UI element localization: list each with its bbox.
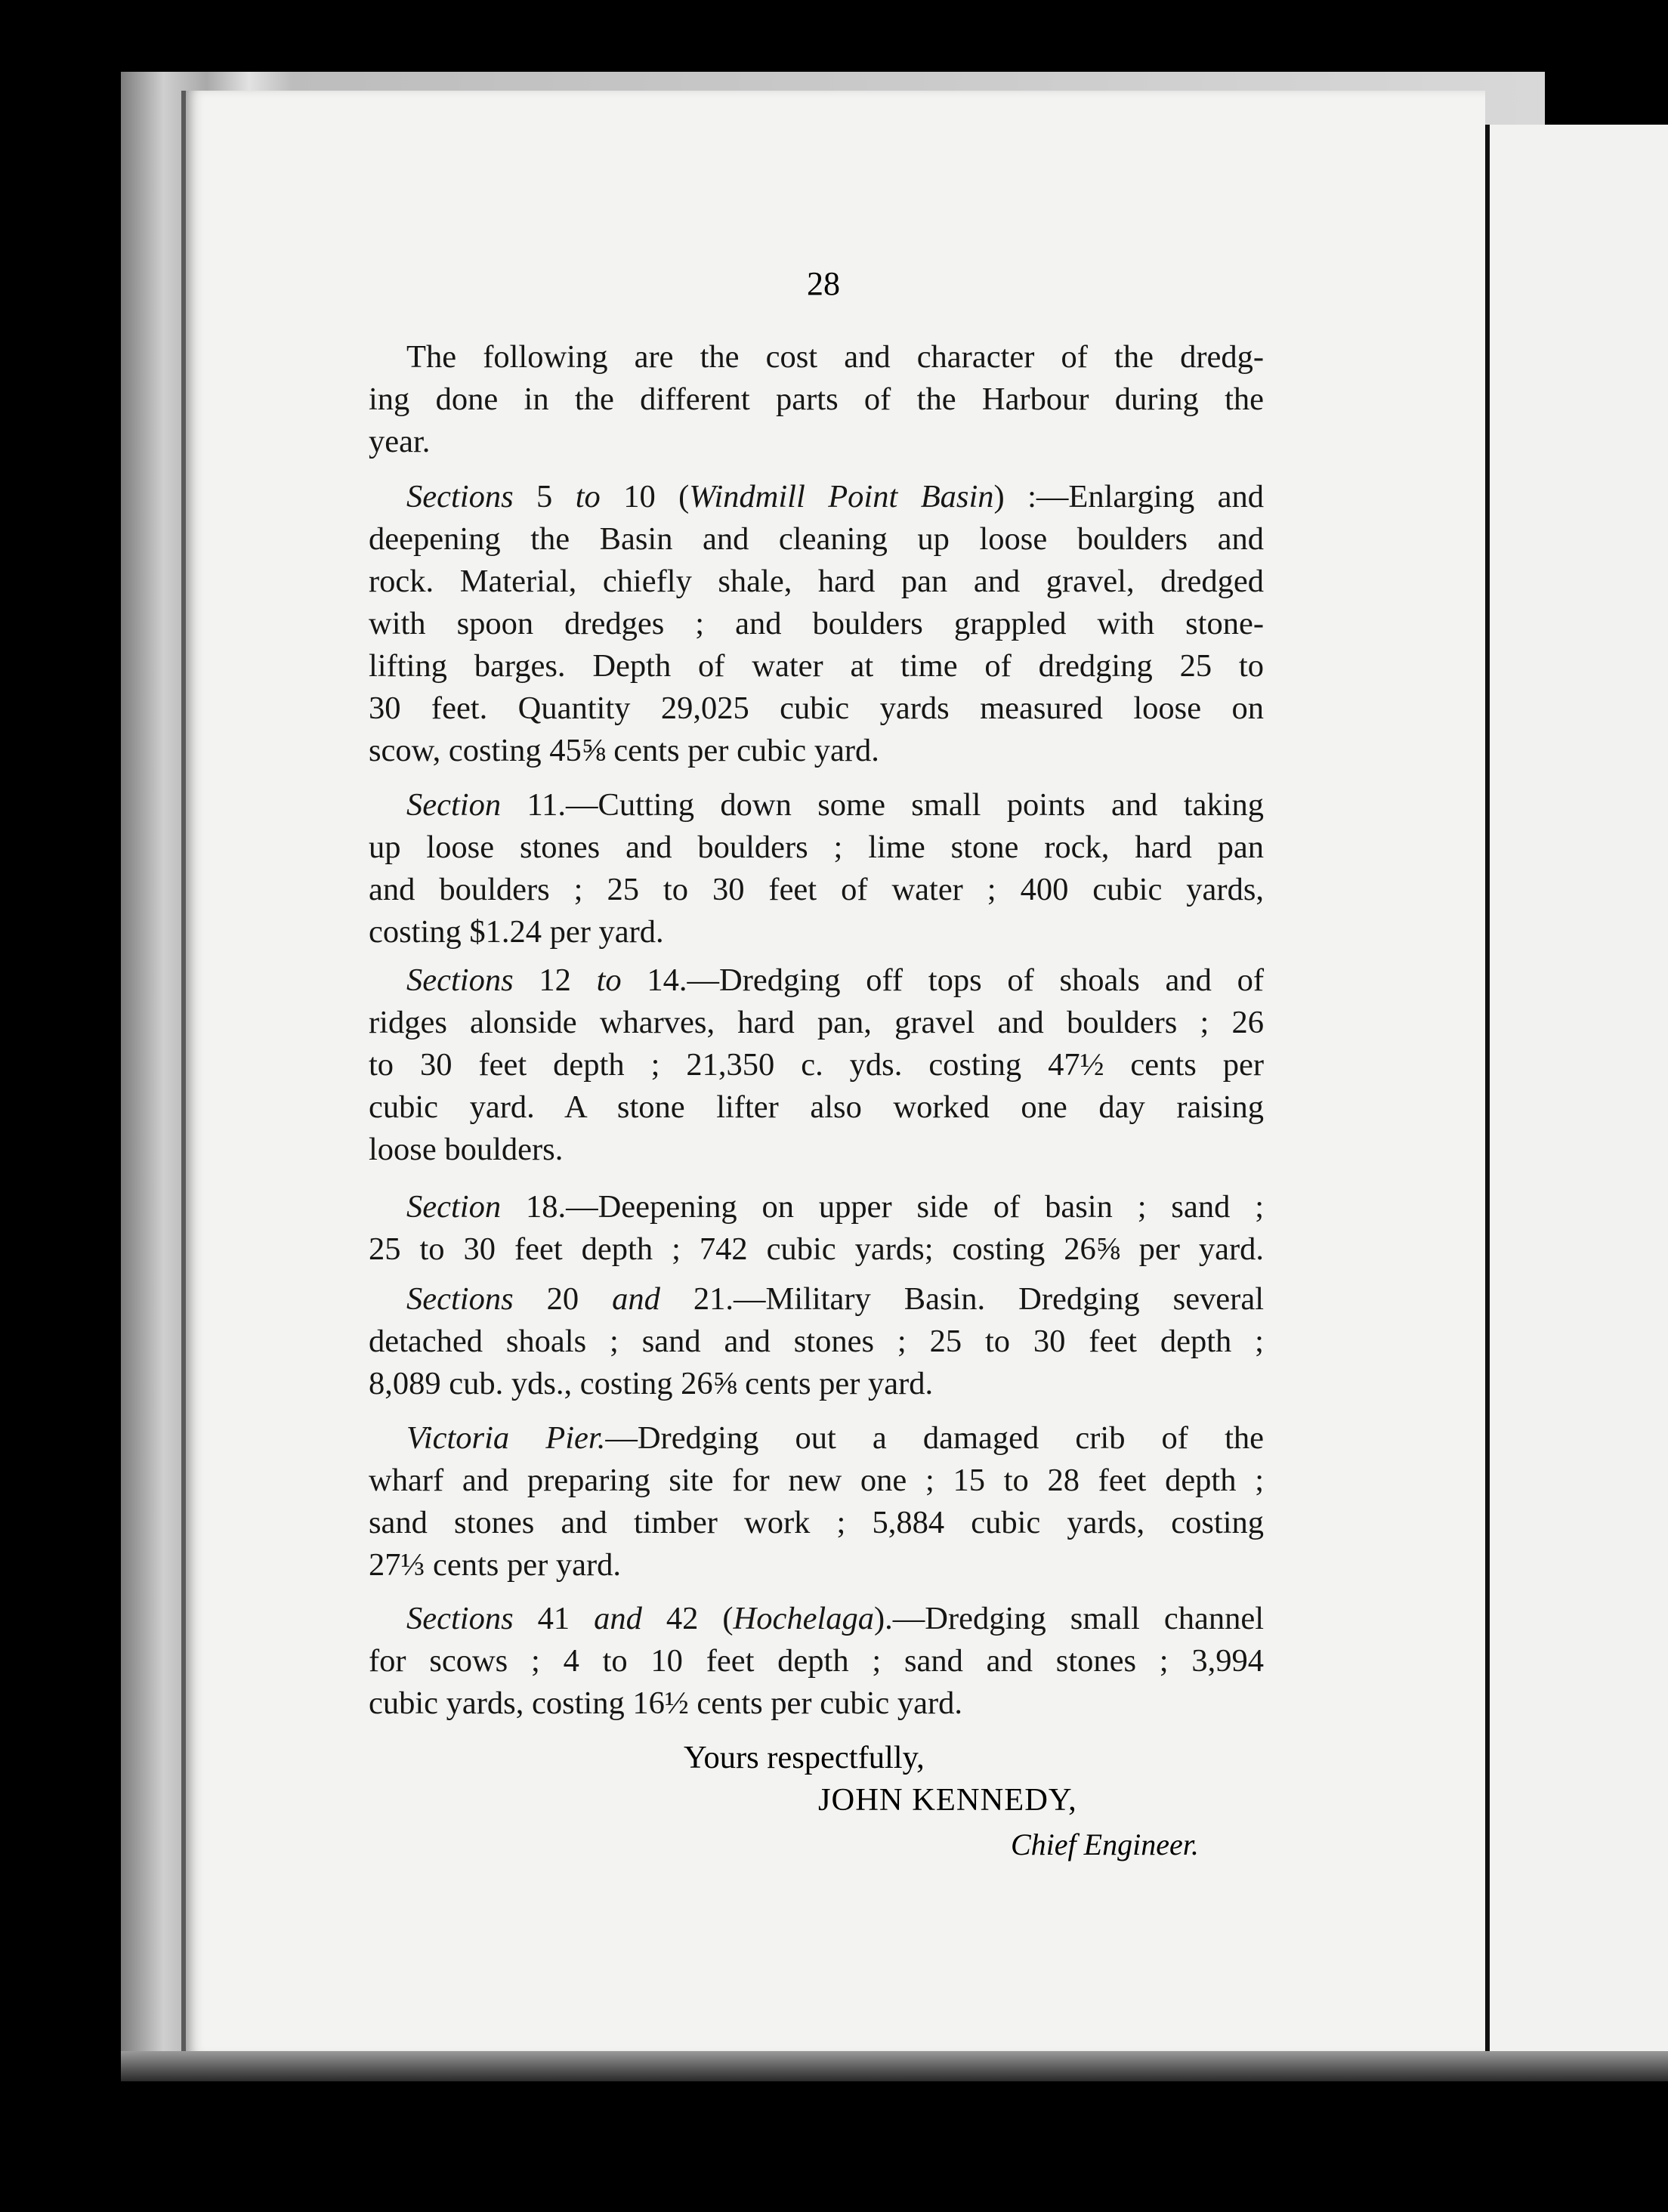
paragraph-lead-line — [369, 1598, 1264, 1640]
text-line: ridges alonside wharves, hard pan, gravel and boulders ; 26 — [369, 1005, 1264, 1040]
paragraph-sections-20-21 — [369, 1278, 1264, 1405]
text-line: sand stones and timber work ; 5,884 cubic yards, costing — [369, 1505, 1264, 1540]
lead-text: 20 — [513, 1281, 613, 1317]
paragraph-lead-line — [369, 1278, 1264, 1321]
text-line: year. — [369, 424, 431, 459]
text-line: to 30 feet depth ; 21,350 c. yds. costing 47½ cents per — [369, 1047, 1264, 1083]
signoff-greeting: Yours respectfully, — [684, 1740, 925, 1775]
text-line: scow, costing 45⅝ cents per cubic yard. — [369, 733, 879, 768]
paragraph-sections-41-42 — [369, 1598, 1264, 1725]
paragraph-section-18 — [369, 1186, 1264, 1271]
lead-text: ) :—Enlarging and — [993, 479, 1265, 514]
paragraph-section-11 — [369, 784, 1264, 953]
page-bottom-shadow — [121, 2051, 1668, 2081]
paragraph-lead-line — [369, 1417, 1264, 1460]
lead-italic: Sections — [406, 1281, 514, 1317]
lead-text: 14.—Dredging off tops of shoals and of — [621, 962, 1264, 998]
paragraph-lead-line — [369, 1186, 1264, 1228]
lead-text: 42 ( — [641, 1601, 734, 1636]
lead-italic: Section — [406, 787, 502, 823]
text-line: 30 feet. Quantity 29,025 cubic yards measured loose on — [369, 690, 1264, 726]
lead-italic: Victoria Pier. — [406, 1420, 606, 1456]
lead-text: ).—Dredging small channel — [874, 1601, 1264, 1636]
paragraph-lead-line — [369, 959, 1264, 1002]
text-line: wharf and preparing site for new one ; 15 to 28 feet depth ; — [369, 1463, 1264, 1498]
paragraph-sections-5-10 — [369, 476, 1264, 772]
text-line: rock. Material, chiefly shale, hard pan and gravel, dredged — [369, 564, 1264, 599]
lead-text: 18.—Deepening on upper side of basin ; sand ; — [501, 1189, 1264, 1225]
text-line: 25 to 30 feet depth ; 742 cubic yards; costing 26⅝ per yard. — [369, 1231, 1264, 1267]
paragraph-lead-line — [369, 476, 1264, 518]
signoff-name: JOHN KENNEDY, — [818, 1782, 1077, 1818]
lead-italic: Section — [406, 1189, 502, 1225]
page-number: 28 — [807, 265, 840, 302]
text-line: 27⅓ cents per yard. — [369, 1547, 621, 1583]
lead-italic: and — [594, 1601, 642, 1636]
lead-italic: to — [596, 962, 622, 998]
text-line: 8,089 cub. yds., costing 26⅝ cents per yard. — [369, 1366, 934, 1401]
lead-text: 41 — [513, 1601, 595, 1636]
lead-italic: to — [575, 479, 601, 514]
text-line: for scows ; 4 to 10 feet depth ; sand and stones ; 3,994 — [369, 1643, 1264, 1679]
text-line: detached shoals ; sand and stones ; 25 to 30 feet depth ; — [369, 1324, 1264, 1359]
lead-text: 11.—Cutting down some small points and taking — [501, 787, 1264, 823]
text-line: cubic yard. A stone lifter also worked one day raising — [369, 1089, 1264, 1125]
text-line: costing $1.24 per yard. — [369, 914, 664, 950]
text-line: lifting barges. Depth of water at time of dredging 25 to — [369, 648, 1264, 684]
text-line: ing done in the different parts of the Harbour during the — [369, 382, 1264, 417]
text-line: up loose stones and boulders ; lime stone rock, hard pan — [369, 830, 1264, 865]
paragraph-lead-line — [369, 784, 1264, 826]
signoff-title: Chief Engineer. — [1011, 1827, 1199, 1861]
lead-text: —Dredging out a damaged crib of the — [605, 1420, 1264, 1456]
lead-italic: Hochelaga — [733, 1601, 874, 1636]
text-line: The following are the cost and character of the dredg- — [406, 339, 1264, 375]
lead-italic: Sections — [406, 1601, 514, 1636]
paragraph-victoria-pier — [369, 1417, 1264, 1586]
lead-text: 5 — [513, 479, 576, 514]
text-line: cubic yards, costing 16½ cents per cubic yard. — [369, 1685, 963, 1721]
text-line: and boulders ; 25 to 30 feet of water ; 400 cubic yards, — [369, 872, 1264, 907]
lead-italic: Sections — [406, 479, 514, 514]
text-line: deepening the Basin and cleaning up loose boulders and — [369, 521, 1264, 557]
text-line: loose boulders. — [369, 1132, 564, 1167]
right-page — [1485, 125, 1668, 2066]
lead-italic: Sections — [406, 962, 514, 998]
paragraph-intro — [369, 336, 1264, 463]
lead-text: 10 ( — [600, 479, 690, 514]
lead-italic: Windmill Point Basin — [689, 479, 994, 514]
lead-text: 12 — [513, 962, 597, 998]
lead-italic: and — [612, 1281, 660, 1317]
lead-text: 21.—Military Basin. Dredging several — [659, 1281, 1264, 1317]
text-line: with spoon dredges ; and boulders grappled with stone- — [369, 606, 1264, 641]
paragraph-sections-12-14 — [369, 959, 1264, 1171]
